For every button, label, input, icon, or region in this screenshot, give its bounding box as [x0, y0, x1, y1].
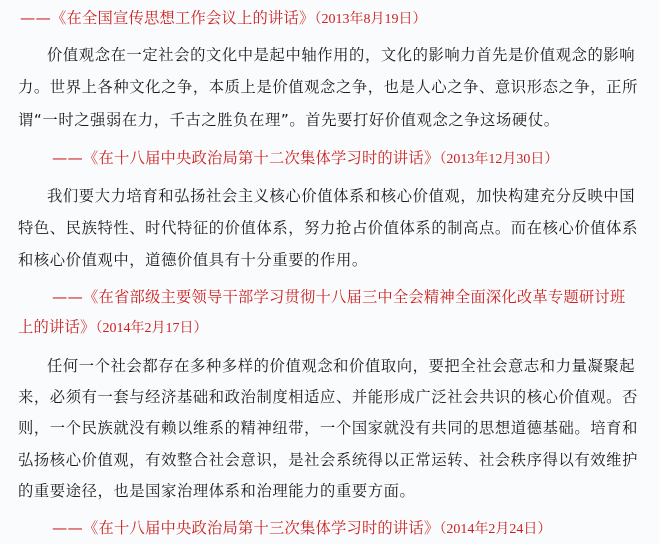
source-title: ——《在省部级主要领导干部学习贯彻十八届三中全会精神全面深化改革专题研讨班: [52, 288, 626, 306]
source-title: ——《在十八届中央政治局第十二次集体学习时的讲话》: [52, 149, 440, 167]
source-date: （2014年2月17日）: [95, 321, 208, 336]
quote-source-3-cont: [18, 315, 659, 337]
source-title: ——《在全国宣传思想工作会议上的讲话》: [20, 9, 315, 27]
paragraph-line: 我们要大力培育和弘扬社会主义核心价值体系和核心价值观，加快构建充分反映中国: [47, 187, 636, 205]
paragraph-line: 谓“一时之强弱在力，千古之胜负在理”。首先要打好价值观念之争这场硬仗。: [18, 111, 560, 129]
source-date: （2013年8月19日）: [314, 12, 427, 27]
source-title: ——《在十八届中央政治局第十三次集体学习时的讲话》: [52, 519, 440, 537]
quote-source-1: [20, 6, 659, 28]
source-date: （2014年2月24日）: [439, 522, 552, 537]
paragraph-line: 特色、民族特性、时代特征的价值体系，努力抢占价值体系的制高点。而在核心价值体系: [18, 219, 638, 237]
source-date: （2013年12月30日）: [439, 152, 559, 167]
paragraph-line: 来，必须有一套与经济基础和政治制度相适应、并能形成广泛社会共识的核心价值观。否: [18, 388, 638, 406]
paragraph-line: 任何一个社会都存在多种多样的价值观念和价值取向，要把全社会意志和力量凝聚起: [47, 357, 636, 375]
quote-source-4: [52, 516, 659, 538]
paragraph-line: 价值观念在一定社会的文化中是起中轴作用的，文化的影响力首先是价值观念的影响: [47, 46, 636, 64]
quote-source-2: [52, 146, 659, 168]
paragraph-line: 则，一个民族就没有赖以维系的精神纽带，一个国家就没有共同的思想道德基础。培育和: [18, 419, 638, 437]
paragraph-line: 的重要途径，也是国家治理体系和治理能力的重要方面。: [18, 482, 416, 500]
paragraph-line: 力。世界上各种文化之争，本质上是价值观念之争，也是人心之争、意识形态之争，正所: [18, 78, 638, 96]
source-title-cont: 上的讲话》: [18, 318, 96, 336]
quote-source-3: [52, 285, 659, 307]
paragraph-line: 和核心价值观中，道德价值具有十分重要的作用。: [18, 251, 368, 269]
paragraph-line: 弘扬核心价值观，有效整合社会意识，是社会系统得以正常运转、社会秩序得以有效维护: [18, 451, 638, 469]
